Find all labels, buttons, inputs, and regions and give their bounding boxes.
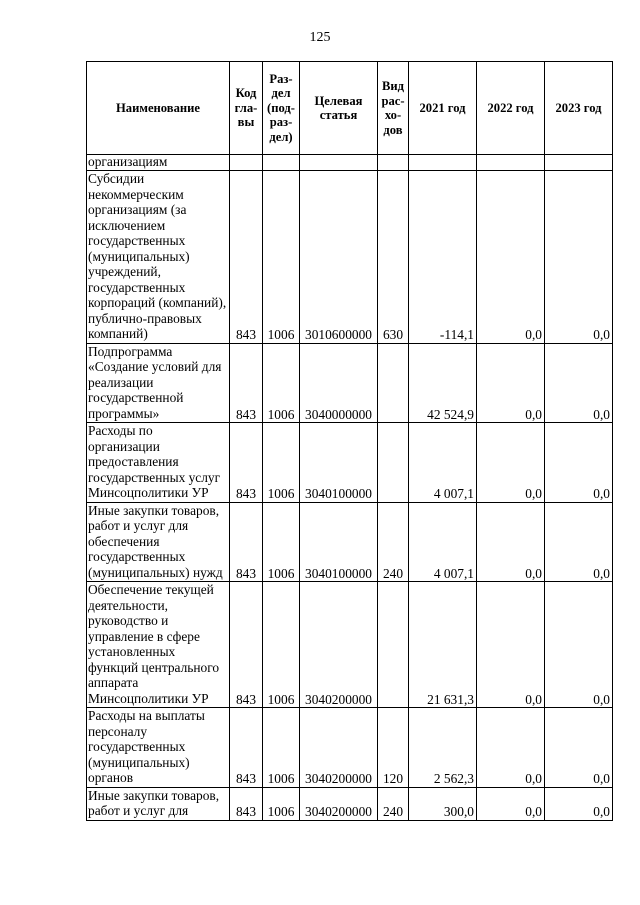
row-2023: 0,0 <box>545 787 613 820</box>
row-target: 3040000000 <box>300 343 378 423</box>
row-name: Расходы на выплаты персоналу государственных (муниципальных) органов <box>87 708 230 788</box>
row-section: 1006 <box>263 582 300 708</box>
table-row <box>87 582 613 708</box>
row-2021: 42 524,9 <box>409 343 477 423</box>
row-2023: 0,0 <box>545 502 613 582</box>
row-code: 843 <box>230 423 263 503</box>
row-target <box>300 155 378 171</box>
row-2022 <box>477 155 545 171</box>
row-2021: 300,0 <box>409 787 477 820</box>
row-2021: 21 631,3 <box>409 582 477 708</box>
header-2022: 2022 год <box>477 62 545 155</box>
header-section: Раз- дел (под- раз- дел) <box>263 62 300 155</box>
row-target: 3040200000 <box>300 708 378 788</box>
row-name: Подпрограмма «Создание условий для реализации государственной программы» <box>87 343 230 423</box>
row-2023: 0,0 <box>545 171 613 344</box>
row-section: 1006 <box>263 343 300 423</box>
row-2022: 0,0 <box>477 171 545 344</box>
row-type: 240 <box>378 787 409 820</box>
row-code: 843 <box>230 502 263 582</box>
row-type: 240 <box>378 502 409 582</box>
row-target: 3010600000 <box>300 171 378 344</box>
row-2022: 0,0 <box>477 708 545 788</box>
row-type <box>378 582 409 708</box>
row-target: 3040200000 <box>300 787 378 820</box>
row-name: Иные закупки товаров, работ и услуг для обеспечения государственных (муниципальных) нужд <box>87 502 230 582</box>
header-name: Наименование <box>87 62 230 155</box>
page-number: 125 <box>309 30 331 45</box>
row-type <box>378 423 409 503</box>
row-2023: 0,0 <box>545 708 613 788</box>
row-section: 1006 <box>263 502 300 582</box>
header-row <box>87 62 613 155</box>
header-2023: 2023 год <box>545 62 613 155</box>
row-code: 843 <box>230 708 263 788</box>
table-row <box>87 502 613 582</box>
row-target: 3040200000 <box>300 582 378 708</box>
header-expense-type: Вид рас- хо- дов <box>378 62 409 155</box>
row-2023: 0,0 <box>545 343 613 423</box>
row-name: Обеспечение текущей деятельности, руководство и управление в сфере установленных функций центрального аппарата Минсоцполитики УР <box>87 582 230 708</box>
row-2022: 0,0 <box>477 423 545 503</box>
table-row <box>87 787 613 820</box>
row-2022: 0,0 <box>477 787 545 820</box>
row-section: 1006 <box>263 787 300 820</box>
table-row <box>87 708 613 788</box>
row-target: 3040100000 <box>300 502 378 582</box>
row-code: 843 <box>230 171 263 344</box>
row-code: 843 <box>230 787 263 820</box>
row-2021: 4 007,1 <box>409 502 477 582</box>
row-2021: 4 007,1 <box>409 423 477 503</box>
row-2021: 2 562,3 <box>409 708 477 788</box>
row-2023: 0,0 <box>545 423 613 503</box>
header-target: Целевая статья <box>300 62 378 155</box>
header-code: Код гла- вы <box>230 62 263 155</box>
row-type: 120 <box>378 708 409 788</box>
table-row <box>87 343 613 423</box>
row-code: 843 <box>230 582 263 708</box>
row-2022: 0,0 <box>477 582 545 708</box>
row-section: 1006 <box>263 171 300 344</box>
table-row <box>87 155 613 171</box>
row-2022: 0,0 <box>477 502 545 582</box>
row-section <box>263 155 300 171</box>
budget-table <box>86 61 613 821</box>
row-section: 1006 <box>263 423 300 503</box>
row-name: Иные закупки товаров, работ и услуг для <box>87 787 230 820</box>
row-name: Расходы по организации предоставления государственных услуг Минсоцполитики УР <box>87 423 230 503</box>
row-target: 3040100000 <box>300 423 378 503</box>
row-section: 1006 <box>263 708 300 788</box>
row-2022: 0,0 <box>477 343 545 423</box>
row-code <box>230 155 263 171</box>
header-2021: 2021 год <box>409 62 477 155</box>
table-row <box>87 171 613 344</box>
row-2021 <box>409 155 477 171</box>
row-2023 <box>545 155 613 171</box>
row-name: Субсидии некоммерческим организациям (за исключением государственных (муниципальных) учреждений, государственных корпораций (компаний), публично-правовых компаний) <box>87 171 230 344</box>
row-code: 843 <box>230 343 263 423</box>
row-2021: -114,1 <box>409 171 477 344</box>
table-row <box>87 423 613 503</box>
row-type <box>378 343 409 423</box>
row-type <box>378 155 409 171</box>
row-type: 630 <box>378 171 409 344</box>
row-name: организациям <box>87 155 230 171</box>
row-2023: 0,0 <box>545 582 613 708</box>
